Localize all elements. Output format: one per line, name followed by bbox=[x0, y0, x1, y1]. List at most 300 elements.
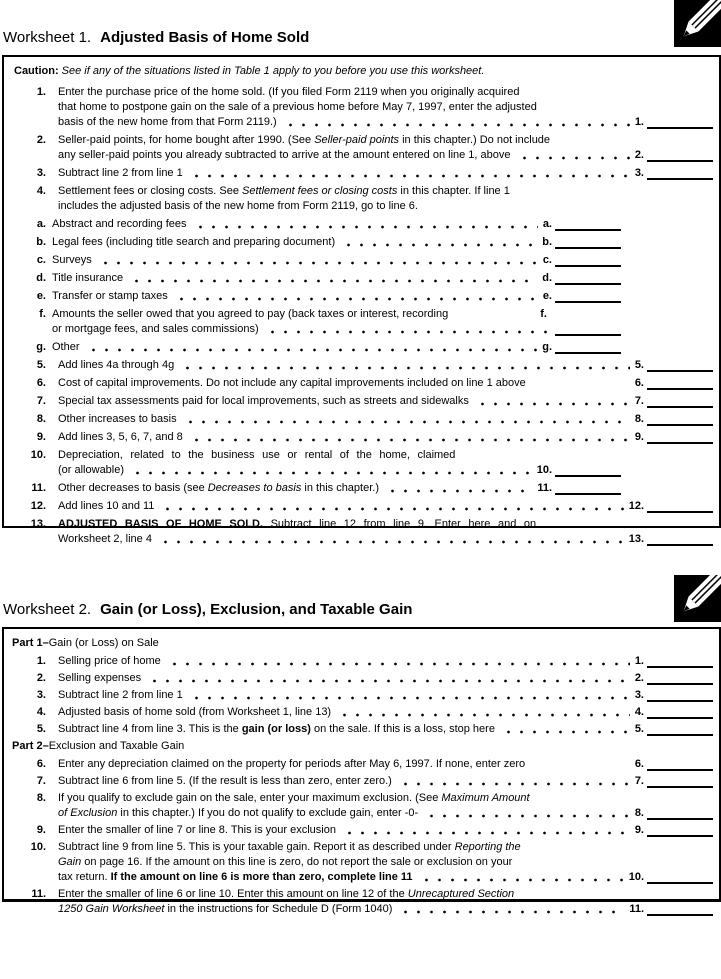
line-text bbox=[58, 85, 519, 100]
text-line bbox=[58, 85, 713, 100]
dot-leader bbox=[172, 289, 538, 304]
worksheet-2-entry-4[interactable] bbox=[647, 715, 713, 719]
text-line bbox=[58, 358, 713, 373]
line-text bbox=[58, 840, 521, 855]
worksheet-2-row-2 bbox=[12, 671, 713, 686]
text-line bbox=[58, 671, 713, 686]
line-number: 7. bbox=[36, 775, 46, 787]
text-segment: Other bbox=[52, 341, 80, 353]
dot-leader bbox=[165, 654, 630, 669]
entry-label: c. bbox=[542, 254, 552, 266]
worksheet-1-row-8 bbox=[12, 412, 713, 427]
leader-gap bbox=[529, 757, 630, 772]
line-number: 2. bbox=[36, 672, 46, 684]
dot-leader bbox=[263, 322, 551, 337]
worksheet-1-entry-8[interactable] bbox=[647, 422, 713, 426]
text-line bbox=[58, 705, 713, 720]
line-text bbox=[58, 688, 183, 703]
line-body bbox=[58, 774, 713, 789]
text-line bbox=[58, 448, 713, 463]
line-number: 5. bbox=[36, 359, 46, 371]
worksheet-1-row-3 bbox=[12, 166, 713, 181]
dot-leader bbox=[340, 823, 630, 838]
worksheet-1-entry-3[interactable] bbox=[647, 176, 713, 180]
line-body bbox=[58, 166, 713, 181]
text-segment: Enter any depreciation claimed on the property for periods after May 6, 1997. If none, enter zero bbox=[58, 758, 526, 770]
dot-leader bbox=[473, 394, 630, 409]
line-text bbox=[58, 654, 161, 669]
text-line bbox=[58, 823, 713, 838]
text-segment: Title insurance bbox=[52, 272, 124, 284]
dot-leader bbox=[281, 115, 630, 130]
entry-label: 7. bbox=[634, 395, 644, 407]
text-line bbox=[58, 184, 713, 199]
line-body bbox=[58, 887, 713, 917]
entry-label: 3. bbox=[634, 167, 644, 179]
line-text bbox=[52, 235, 335, 250]
dot-leader bbox=[396, 774, 630, 789]
text-segment: (or allowable) bbox=[58, 464, 125, 476]
worksheet-2-row-3 bbox=[12, 688, 713, 703]
line-text bbox=[58, 791, 530, 806]
line-text bbox=[58, 184, 510, 199]
line-number: 3. bbox=[36, 689, 46, 701]
entry-label: 6. bbox=[634, 377, 644, 389]
line-number: 2. bbox=[36, 134, 46, 146]
worksheet-1-entry-13[interactable] bbox=[647, 542, 713, 546]
line-text bbox=[58, 448, 455, 463]
text-line bbox=[58, 722, 713, 737]
line-body bbox=[52, 340, 713, 355]
dot-leader bbox=[422, 806, 630, 821]
line-number: 3. bbox=[36, 167, 46, 179]
line-text bbox=[58, 823, 336, 838]
text-segment: any seller-paid points you already subtracted to arrive at the amount entered on line 1, above bbox=[58, 149, 511, 161]
worksheet-2-row-1 bbox=[12, 654, 713, 669]
text-line bbox=[58, 148, 713, 163]
line-body bbox=[52, 289, 713, 304]
text-segment: Enter the purchase price of the home sold. (If you filed Form 2119 when you originally acquired bbox=[58, 86, 520, 98]
worksheet-2-row-5 bbox=[12, 722, 713, 737]
worksheet-1-row-10 bbox=[12, 448, 713, 478]
worksheet-2-row-6 bbox=[12, 757, 713, 772]
worksheet-1-row-13 bbox=[12, 517, 713, 547]
worksheet-1-entry-10[interactable] bbox=[555, 473, 621, 477]
worksheet-1-entry-g[interactable] bbox=[555, 350, 621, 354]
worksheet-2-entry-7[interactable] bbox=[647, 784, 713, 788]
pencil-icon bbox=[674, 0, 721, 47]
leader-gap bbox=[530, 376, 630, 391]
line-text bbox=[58, 133, 550, 148]
line-body bbox=[58, 448, 713, 478]
dot-leader bbox=[191, 217, 538, 232]
part-title: Gain (or Loss) on Sale bbox=[48, 637, 159, 649]
text-segment: Amounts the seller owed that you agreed to pay (back taxes or interest, recording bbox=[52, 308, 449, 320]
line-text bbox=[58, 115, 277, 130]
worksheet-1-row-f bbox=[12, 307, 713, 337]
worksheet-2-box bbox=[2, 627, 721, 915]
worksheet-1-box bbox=[2, 55, 721, 545]
pencil-icon bbox=[674, 575, 721, 622]
worksheet-1-title-main: Adjusted Basis of Home Sold bbox=[100, 29, 310, 46]
text-line bbox=[52, 340, 713, 355]
worksheet-1-entry-a[interactable] bbox=[555, 227, 621, 231]
entry-label: 3. bbox=[634, 689, 644, 701]
line-text bbox=[52, 271, 123, 286]
text-segment: Seller-paid points, for home bought after 1990. (See bbox=[58, 134, 315, 146]
text-segment: 1250 Gain Worksheet bbox=[58, 903, 165, 915]
line-number: 1. bbox=[36, 86, 46, 98]
line-number: f. bbox=[39, 308, 46, 320]
line-body bbox=[52, 235, 713, 250]
line-body bbox=[58, 654, 713, 669]
text-segment: Enter the smaller of line 7 or line 8. This is your exclusion bbox=[58, 824, 336, 836]
worksheet-1-entry-f[interactable] bbox=[555, 332, 621, 336]
worksheet-1-row-d bbox=[12, 271, 713, 286]
worksheet-1-rows bbox=[12, 85, 713, 547]
part-label: Part 1– bbox=[12, 637, 49, 649]
line-number: 7. bbox=[36, 395, 46, 407]
text-line bbox=[58, 532, 713, 547]
text-line bbox=[58, 199, 713, 214]
worksheet-2-title-prefix: Worksheet 2. bbox=[3, 601, 92, 618]
entry-label: 1. bbox=[634, 116, 644, 128]
text-segment: tax return. bbox=[58, 871, 111, 883]
text-line bbox=[58, 774, 713, 789]
line-text bbox=[58, 499, 154, 514]
line-body bbox=[58, 412, 713, 427]
text-segment: Other decreases to basis (see bbox=[58, 482, 208, 494]
entry-label: 13. bbox=[628, 533, 644, 545]
worksheet-1-title bbox=[3, 29, 309, 46]
entry-label: a. bbox=[542, 218, 552, 230]
worksheet-2-entry-9[interactable] bbox=[647, 833, 713, 837]
line-number: 4. bbox=[36, 185, 46, 197]
text-segment: Subtract line 2 from line 1 bbox=[58, 167, 183, 179]
text-line bbox=[58, 855, 713, 870]
line-text bbox=[58, 887, 514, 902]
worksheet-2-entry-8[interactable] bbox=[647, 816, 713, 820]
worksheet-1-entry-6[interactable] bbox=[647, 386, 713, 390]
text-segment: Unrecaptured Section bbox=[407, 888, 515, 900]
text-segment: Surveys bbox=[52, 254, 92, 266]
entry-label: 11. bbox=[629, 903, 644, 915]
line-text bbox=[58, 517, 536, 532]
text-line bbox=[58, 870, 713, 885]
text-segment: on page 16. If the amount on this line is zero, do not report the sale or exclusion on your bbox=[81, 856, 513, 868]
line-number: c. bbox=[36, 254, 46, 266]
text-segment: Subtract line 12 from line 9. Enter here and on bbox=[263, 518, 537, 530]
worksheet-1-row-c bbox=[12, 253, 713, 268]
worksheet-2-title-main: Gain (or Loss), Exclusion, and Taxable Gain bbox=[100, 601, 413, 618]
line-text bbox=[58, 671, 141, 686]
entry-label: 10. bbox=[536, 464, 552, 476]
line-number: g. bbox=[36, 341, 46, 353]
text-line bbox=[58, 757, 713, 772]
text-line bbox=[58, 463, 713, 478]
text-line bbox=[58, 806, 713, 821]
worksheet-2-row-8 bbox=[12, 791, 713, 821]
line-text bbox=[58, 774, 392, 789]
worksheet-1-title-prefix: Worksheet 1. bbox=[3, 29, 92, 46]
text-segment: Enter the smaller of line 6 or line 10. Enter this amount on line 12 of the bbox=[58, 888, 408, 900]
line-number: 11. bbox=[31, 482, 46, 494]
line-body bbox=[52, 253, 713, 268]
dot-leader bbox=[127, 271, 537, 286]
line-text bbox=[58, 481, 379, 496]
line-text bbox=[58, 358, 174, 373]
text-segment: Settlement fees or closing costs bbox=[242, 185, 398, 197]
worksheet-2-entry-3[interactable] bbox=[647, 698, 713, 702]
worksheet-1-entry-9[interactable] bbox=[647, 440, 713, 444]
line-number: 11. bbox=[31, 888, 46, 900]
line-body bbox=[58, 430, 713, 445]
worksheet-1-entry-b[interactable] bbox=[555, 245, 621, 249]
text-segment: Seller-paid points bbox=[314, 134, 400, 146]
line-body bbox=[58, 671, 713, 686]
line-text bbox=[58, 376, 526, 391]
worksheet-1-row-12 bbox=[12, 499, 713, 514]
worksheet-2-row-4 bbox=[12, 705, 713, 720]
worksheet-1-entry-2[interactable] bbox=[647, 158, 713, 162]
worksheet-1-row-6 bbox=[12, 376, 713, 391]
line-number: d. bbox=[36, 272, 46, 284]
worksheet-1-entry-d[interactable] bbox=[555, 281, 621, 285]
line-text bbox=[52, 307, 448, 322]
line-text bbox=[58, 870, 413, 885]
line-number: 6. bbox=[36, 758, 46, 770]
dot-leader bbox=[187, 430, 630, 445]
line-number: 8. bbox=[36, 792, 46, 804]
entry-label: 9. bbox=[634, 431, 644, 443]
line-body bbox=[52, 307, 713, 337]
text-segment: Add lines 4a through 4g bbox=[58, 359, 175, 371]
worksheet-2-rows bbox=[12, 636, 713, 917]
dot-leader bbox=[187, 688, 630, 703]
dot-leader bbox=[128, 463, 532, 478]
entry-label: b. bbox=[542, 236, 552, 248]
line-text bbox=[58, 757, 525, 772]
worksheet-2-part-header bbox=[12, 636, 713, 651]
text-line bbox=[52, 217, 713, 232]
worksheet-2-entry-2[interactable] bbox=[647, 681, 713, 685]
worksheet-1-row-a bbox=[12, 217, 713, 232]
dot-leader bbox=[383, 481, 532, 496]
text-line bbox=[58, 902, 713, 917]
text-line bbox=[58, 791, 713, 806]
dot-leader bbox=[181, 412, 630, 427]
text-segment: includes the adjusted basis of the new home from Form 2119, go to line 6. bbox=[58, 200, 418, 212]
line-body bbox=[52, 217, 713, 232]
text-segment: Legal fees (including title search and preparing document) bbox=[52, 236, 336, 248]
worksheet-1-row-g bbox=[12, 340, 713, 355]
entry-label: f. bbox=[540, 308, 547, 320]
entry-label: 8. bbox=[634, 413, 644, 425]
line-text bbox=[52, 322, 259, 337]
entry-label: 7. bbox=[634, 775, 644, 787]
text-segment: If the amount on line 6 is more than zero, complete line 11 bbox=[110, 871, 413, 883]
text-segment: Settlement fees or closing costs. See bbox=[58, 185, 243, 197]
line-number: 6. bbox=[36, 377, 46, 389]
text-segment: or mortgage fees, and sales commissions) bbox=[52, 323, 259, 335]
text-segment: in this chapter.) If you do not qualify to exclude gain, enter -0- bbox=[117, 807, 419, 819]
line-body bbox=[58, 823, 713, 838]
text-line bbox=[58, 840, 713, 855]
text-line bbox=[58, 115, 713, 130]
line-text bbox=[58, 532, 152, 547]
text-segment: in this chapter. If line 1 bbox=[397, 185, 510, 197]
line-body bbox=[58, 394, 713, 409]
line-number: 13. bbox=[30, 518, 46, 530]
line-text bbox=[52, 217, 187, 232]
text-segment: that home to postpone gain on the sale of a previous home before May 7, 1997, enter the adjusted bbox=[58, 101, 537, 113]
text-segment: Cost of capital improvements. Do not include any capital improvements included on line 1 above bbox=[58, 377, 526, 389]
line-body bbox=[58, 499, 713, 514]
dot-leader bbox=[84, 340, 538, 355]
worksheet-2-row-11 bbox=[12, 887, 713, 917]
text-line bbox=[58, 376, 713, 391]
entry-label: 9. bbox=[634, 824, 644, 836]
line-text bbox=[52, 253, 92, 268]
worksheet-2-row-9 bbox=[12, 823, 713, 838]
text-segment: basis of the new home from that Form 2119.) bbox=[58, 116, 277, 128]
line-text bbox=[58, 806, 418, 821]
dot-leader bbox=[96, 253, 538, 268]
text-segment: Subtract line 2 from line 1 bbox=[58, 689, 183, 701]
line-body bbox=[58, 184, 713, 214]
text-line bbox=[58, 499, 713, 514]
text-segment: Add lines 10 and 11 bbox=[58, 500, 155, 512]
line-text bbox=[58, 705, 331, 720]
text-line bbox=[52, 307, 713, 322]
dot-leader bbox=[145, 671, 630, 686]
worksheet-2-entry-5[interactable] bbox=[647, 732, 713, 736]
worksheet-2-entry-10[interactable] bbox=[647, 880, 713, 884]
line-text bbox=[58, 100, 537, 115]
line-text bbox=[58, 412, 177, 427]
entry-label: 4. bbox=[634, 706, 644, 718]
entry-label: 12. bbox=[628, 500, 644, 512]
text-line bbox=[52, 322, 713, 337]
worksheet-2-entry-11[interactable] bbox=[647, 912, 713, 916]
line-body bbox=[58, 791, 713, 821]
part-label: Part 2– bbox=[12, 740, 49, 752]
text-segment: Add lines 3, 5, 6, 7, and 8 bbox=[58, 431, 183, 443]
text-line bbox=[52, 289, 713, 304]
text-segment: Decreases to basis bbox=[207, 482, 302, 494]
worksheet-2-entry-1[interactable] bbox=[647, 664, 713, 668]
text-segment: ADJUSTED BASIS OF HOME SOLD. bbox=[58, 518, 264, 530]
line-body bbox=[58, 376, 713, 391]
entry-label: 1. bbox=[634, 655, 644, 667]
text-line bbox=[52, 235, 713, 250]
line-text bbox=[58, 394, 469, 409]
line-body bbox=[58, 133, 713, 163]
text-line bbox=[52, 253, 713, 268]
text-segment: Other increases to basis bbox=[58, 413, 177, 425]
line-number: 1. bbox=[36, 655, 46, 667]
worksheet-1-entry-7[interactable] bbox=[647, 404, 713, 408]
part-title: Exclusion and Taxable Gain bbox=[48, 740, 185, 752]
line-number: 4. bbox=[36, 706, 46, 718]
worksheet-1-row-4 bbox=[12, 184, 713, 214]
text-line bbox=[58, 430, 713, 445]
worksheet-1-row-11 bbox=[12, 481, 713, 496]
text-segment: in the instructions for Schedule D (Form 1040) bbox=[164, 903, 393, 915]
text-segment: Transfer or stamp taxes bbox=[52, 290, 168, 302]
worksheet-2-row-7 bbox=[12, 774, 713, 789]
line-number: e. bbox=[36, 290, 46, 302]
line-number: 8. bbox=[36, 413, 46, 425]
worksheet-1-entry-1[interactable] bbox=[647, 125, 713, 129]
worksheet-2-entry-6[interactable] bbox=[647, 767, 713, 771]
entry-label: 8. bbox=[634, 807, 644, 819]
dot-leader bbox=[158, 499, 623, 514]
entry-label: 2. bbox=[634, 672, 644, 684]
line-text bbox=[58, 430, 183, 445]
line-number: 10. bbox=[30, 449, 46, 461]
text-segment: Maximum Amount bbox=[441, 792, 530, 804]
dot-leader bbox=[178, 358, 630, 373]
caution-label: Caution: bbox=[14, 65, 59, 77]
worksheet-1-entry-e[interactable] bbox=[555, 299, 621, 303]
line-text bbox=[58, 902, 392, 917]
worksheet-1-entry-5[interactable] bbox=[647, 368, 713, 372]
line-text bbox=[58, 722, 495, 737]
line-body bbox=[58, 85, 713, 130]
line-number: a. bbox=[36, 218, 46, 230]
text-segment: Depreciation, related to the business use or rental of the home, claimed bbox=[58, 449, 456, 461]
line-body bbox=[58, 722, 713, 737]
entry-label: 2. bbox=[634, 149, 644, 161]
line-body bbox=[58, 358, 713, 373]
line-body bbox=[58, 688, 713, 703]
text-line bbox=[58, 412, 713, 427]
line-number: 12. bbox=[30, 500, 46, 512]
worksheet-1-row-7 bbox=[12, 394, 713, 409]
text-line bbox=[58, 654, 713, 669]
dot-leader bbox=[417, 870, 624, 885]
line-text bbox=[58, 855, 512, 870]
line-body bbox=[58, 705, 713, 720]
line-body bbox=[58, 517, 713, 547]
line-text bbox=[58, 166, 183, 181]
text-line bbox=[58, 688, 713, 703]
text-segment: Selling expenses bbox=[58, 672, 142, 684]
entry-label: e. bbox=[542, 290, 552, 302]
text-line bbox=[52, 271, 713, 286]
entry-label: 6. bbox=[634, 758, 644, 770]
text-segment: Subtract line 6 from line 5. (If the result is less than zero, enter zero.) bbox=[58, 775, 392, 787]
worksheet-1-row-1 bbox=[12, 85, 713, 130]
text-segment: in this chapter.) bbox=[301, 482, 379, 494]
worksheet-2-title bbox=[3, 601, 412, 618]
worksheet-1-entry-c[interactable] bbox=[555, 263, 621, 267]
worksheet-1-entry-11[interactable] bbox=[555, 491, 621, 495]
line-number: 5. bbox=[36, 723, 46, 735]
line-number: 10. bbox=[30, 841, 46, 853]
line-text bbox=[52, 340, 80, 355]
text-segment: Subtract line 9 from line 5. This is your taxable gain. Report it as described under bbox=[58, 841, 455, 853]
worksheet-1-entry-12[interactable] bbox=[647, 509, 713, 513]
text-segment: on the sale. If this is a loss, stop here bbox=[310, 723, 495, 735]
dot-leader bbox=[187, 166, 630, 181]
leader-gap bbox=[452, 307, 535, 322]
text-line bbox=[58, 133, 713, 148]
entry-label: d. bbox=[542, 272, 552, 284]
entry-label: 5. bbox=[634, 723, 644, 735]
line-number: 9. bbox=[36, 824, 46, 836]
